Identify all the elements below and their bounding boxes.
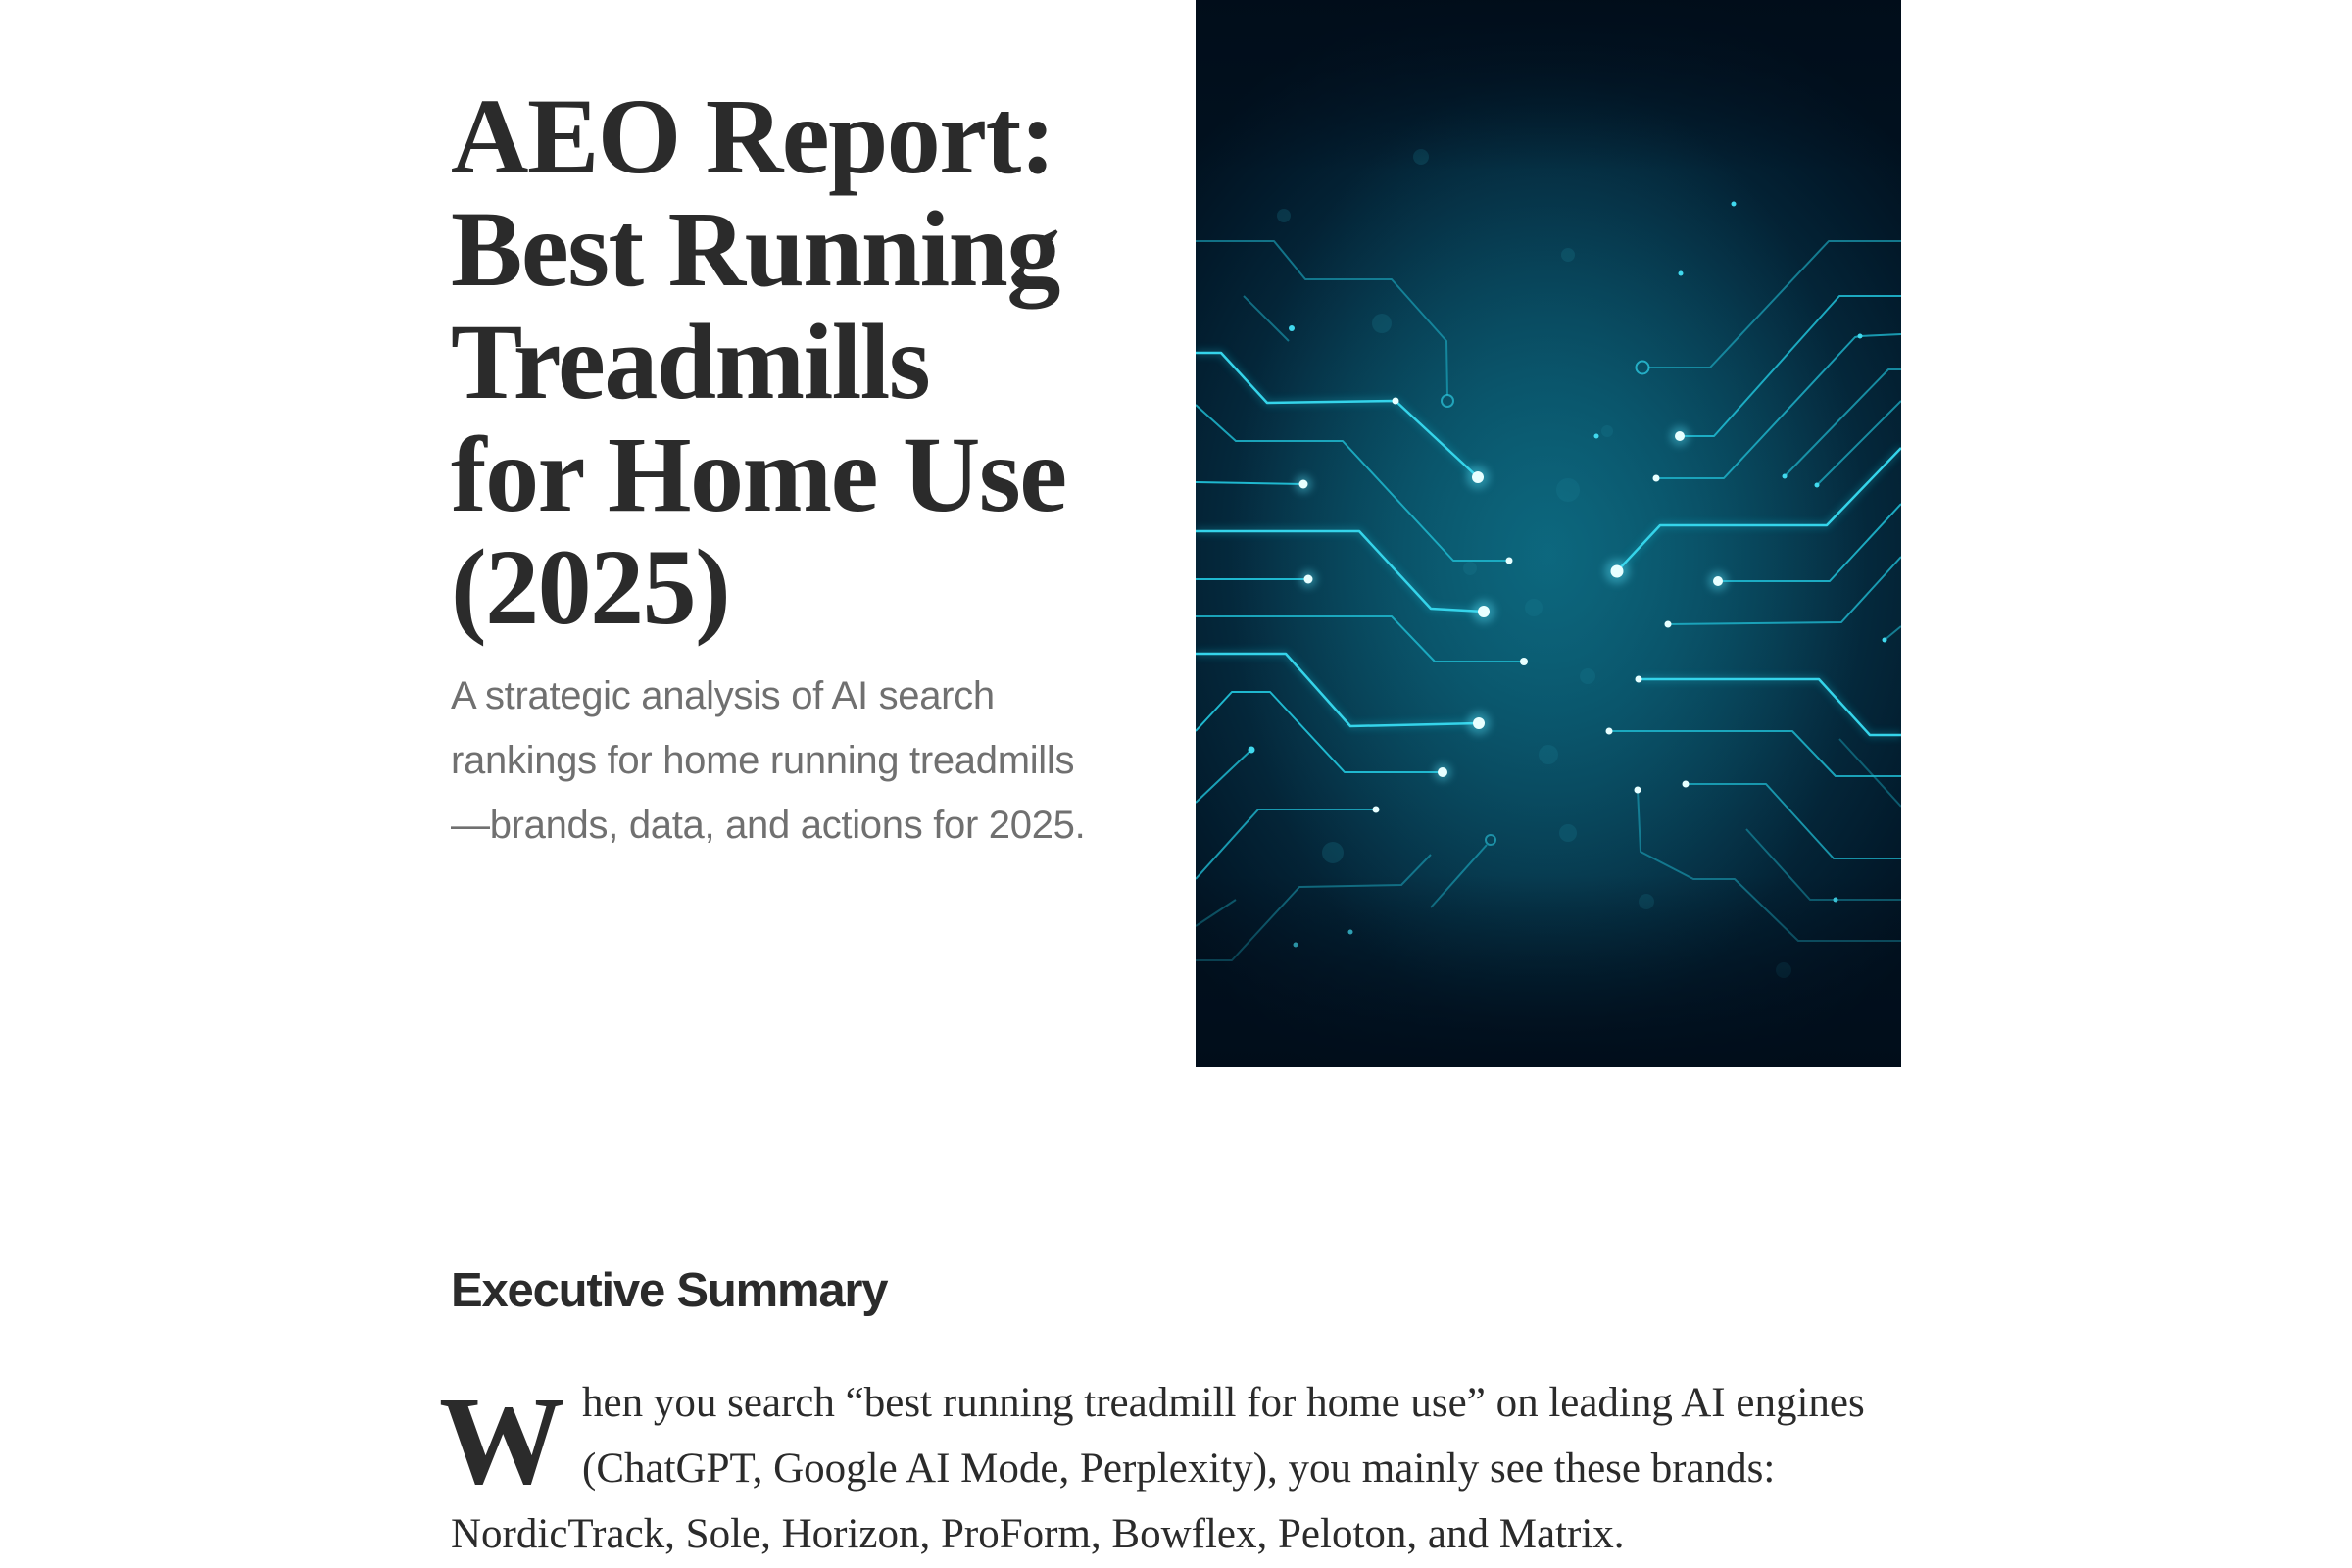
report-title: [451, 76, 1156, 647]
circuit-board-icon: [1196, 0, 1901, 1067]
title-line-1: AEO Report:: [451, 76, 1054, 196]
title-line-5: (2025): [451, 527, 730, 647]
executive-summary-heading: Executive Summary: [451, 1264, 888, 1317]
title-line-4: for Home Use: [451, 415, 1066, 534]
title-line-2: Best Running: [451, 189, 1059, 309]
executive-summary-paragraph: [439, 1370, 1901, 1567]
report-subtitle: A strategic analysis of AI search rankings for home running treadmills—brands, data, and actions for 2025.: [451, 674, 1086, 847]
hero-image: [1196, 0, 1901, 1067]
drop-cap: W: [439, 1371, 564, 1510]
summary-body: hen you search “best running treadmill for home use” on leading AI engines (ChatGPT, Google AI Mode, Perplexity), you mainly see these brands: NordicTrack, Sole, Horizon, ProForm, Bowflex, Peloton, and Matrix.: [451, 1380, 1865, 1557]
title-line-3: Treadmills: [451, 302, 930, 421]
